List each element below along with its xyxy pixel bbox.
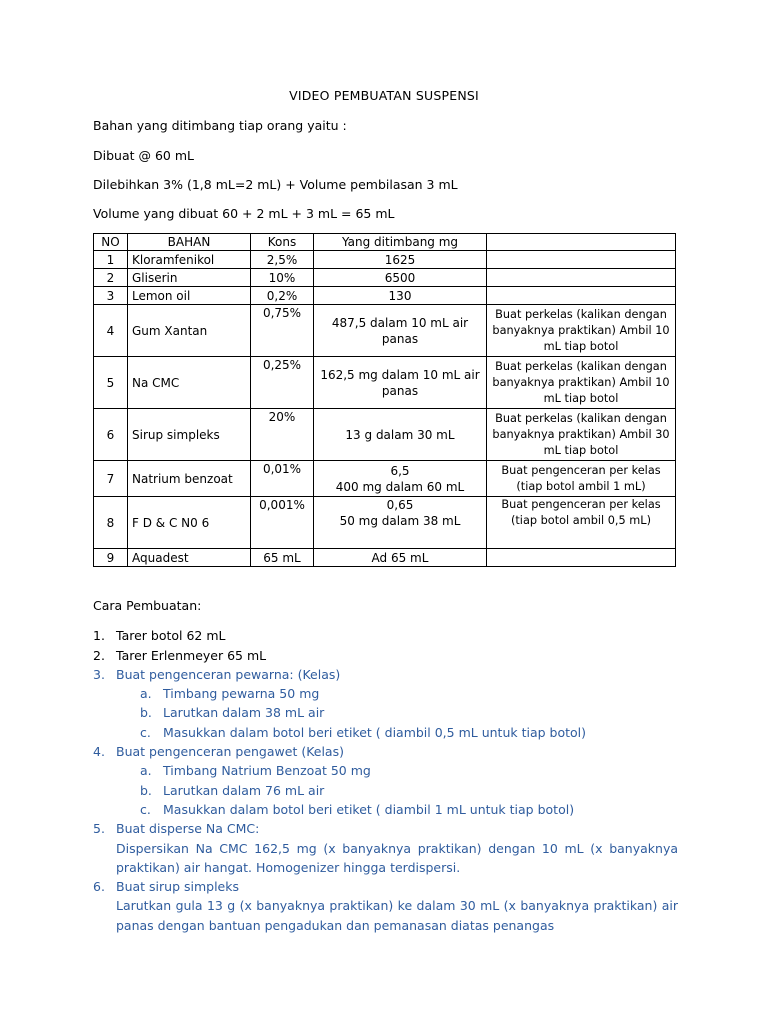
cell-no: 8: [94, 497, 128, 549]
table-header-row: [94, 234, 676, 251]
cell-note: Buat perkelas (kalikan dengan banyaknya praktikan) Ambil 10 mL tiap botol: [487, 357, 676, 409]
cell-bahan: Lemon oil: [128, 287, 251, 305]
table-row: [94, 269, 676, 287]
cell-timbang: Ad 65 mL: [314, 549, 487, 567]
sub-list-item: [93, 761, 678, 780]
cell-kons: 2,5%: [251, 251, 314, 269]
table-row: [94, 461, 676, 497]
sub-list-item: [93, 781, 678, 800]
list-number: 1.: [93, 628, 105, 644]
list-text: Buat disperse Na CMC:: [116, 821, 260, 837]
cell-note: [487, 269, 676, 287]
cell-note: Buat perkelas (kalikan dengan banyaknya praktikan) Ambil 10 mL tiap botol: [487, 305, 676, 357]
list-text: Buat sirup simpleks: [116, 879, 239, 895]
document-title: VIDEO PEMBUATAN SUSPENSI: [289, 88, 479, 103]
sub-list-item: [93, 800, 678, 819]
sub-list-text: Masukkan dalam botol beri etiket ( diambil 1 mL untuk tiap botol): [163, 801, 575, 817]
cell-kons: 0,75%: [251, 305, 314, 357]
sub-list-text: Masukkan dalam botol beri etiket ( diambil 0,5 mL untuk tiap botol): [163, 724, 586, 740]
list-text: Buat pengenceran pengawet (Kelas): [116, 744, 344, 760]
sub-list-letter: a.: [140, 686, 152, 702]
table-row: [94, 357, 676, 409]
cell-no: 5: [94, 357, 128, 409]
list-item: [93, 819, 678, 838]
sub-list-letter: b.: [140, 782, 152, 798]
cell-timbang-value: 0,65: [386, 498, 414, 512]
sub-list-text: Larutkan dalam 76 mL air: [163, 782, 325, 798]
cell-timbang-detail: 400 mg dalam 60 mL: [335, 479, 465, 494]
list-item: [93, 877, 678, 896]
sub-list-text: Timbang Natrium Benzoat 50 mg: [163, 763, 371, 779]
list-text: Buat pengenceran pewarna: (Kelas): [116, 666, 341, 682]
cell-timbang: 162,5 mg dalam 10 mL air panas: [314, 357, 487, 409]
intro-line-3: Dilebihkan 3% (1,8 mL=2 mL) + Volume pembilasan 3 mL: [93, 177, 458, 192]
cell-kons: 0,25%: [251, 357, 314, 409]
sub-list-item: [93, 723, 678, 742]
cell-note: Buat pengenceran per kelas (tiap botol ambil 0,5 mL): [487, 497, 676, 549]
list-paragraph: Dispersikan Na CMC 162,5 mg (x banyaknya praktikan) dengan 10 mL (x banyaknya praktikan) air hangat. Homogenizer hingga terdispersi.: [116, 840, 678, 875]
sub-list-letter: b.: [140, 705, 152, 721]
list-number: 2.: [93, 647, 105, 663]
sub-list-item: [93, 703, 678, 722]
list-item: [93, 742, 678, 761]
table-row: [94, 409, 676, 461]
cell-bahan: Aquadest: [128, 549, 251, 567]
cell-bahan: Gum Xantan: [128, 305, 251, 357]
cell-timbang: 13 g dalam 30 mL: [314, 409, 487, 461]
header-kons: Kons: [251, 234, 314, 251]
cell-bahan: Natrium benzoat: [128, 461, 251, 497]
list-item: [93, 626, 678, 645]
table-row: [94, 549, 676, 567]
sub-list-text: Larutkan dalam 38 mL air: [163, 705, 325, 721]
list-number: 3.: [93, 666, 105, 682]
header-bahan: BAHAN: [128, 234, 251, 251]
sub-list-letter: a.: [140, 763, 152, 779]
cell-timbang: 487,5 dalam 10 mL air panas: [314, 305, 487, 357]
cell-kons: 0,001%: [251, 497, 314, 549]
list-text: Tarer botol 62 mL: [116, 628, 226, 644]
table-row: [94, 497, 676, 549]
cell-bahan: F D & C N0 6: [128, 497, 251, 549]
cell-no: 9: [94, 549, 128, 567]
table-row: [94, 287, 676, 305]
header-timbang: Yang ditimbang mg: [314, 234, 487, 251]
cell-kons: 20%: [251, 409, 314, 461]
cell-bahan: Na CMC: [128, 357, 251, 409]
cell-timbang: [314, 497, 487, 549]
cell-timbang: [314, 461, 487, 497]
cell-timbang: 1625: [314, 251, 487, 269]
list-number: 4.: [93, 744, 105, 760]
cell-timbang: 6500: [314, 269, 487, 287]
ingredients-table: [93, 233, 676, 567]
sub-list-text: Timbang pewarna 50 mg: [163, 686, 320, 702]
cell-bahan: Gliserin: [128, 269, 251, 287]
intro-line-2: Dibuat @ 60 mL: [93, 148, 194, 163]
sub-list-item: [93, 684, 678, 703]
sub-list-letter: c.: [140, 801, 151, 817]
cell-note: Buat perkelas (kalikan dengan banyaknya praktikan) Ambil 30 mL tiap botol: [487, 409, 676, 461]
list-number: 5.: [93, 821, 105, 837]
list-item: [93, 665, 678, 684]
cell-kons: 0,2%: [251, 287, 314, 305]
header-no: NO: [94, 234, 128, 251]
cara-pembuatan-section: [93, 596, 678, 935]
cell-kons: 10%: [251, 269, 314, 287]
cell-kons: 65 mL: [251, 549, 314, 567]
cell-kons: 0,01%: [251, 461, 314, 497]
cell-no: 2: [94, 269, 128, 287]
cell-timbang-value: 6,5: [390, 463, 410, 478]
header-note: [487, 234, 676, 251]
intro-line-1: Bahan yang ditimbang tiap orang yaitu :: [93, 118, 347, 133]
cell-note: [487, 549, 676, 567]
cell-no: 6: [94, 409, 128, 461]
cell-timbang-detail: 50 mg dalam 38 mL: [339, 514, 461, 528]
list-paragraph: Larutkan gula 13 g (x banyaknya praktikan) ke dalam 30 mL (x banyaknya praktikan) air panas dengan bantuan pengadukan dan pemanasan diatas penangas: [116, 898, 678, 933]
cell-bahan: Kloramfenikol: [128, 251, 251, 269]
cell-bahan: Sirup simpleks: [128, 409, 251, 461]
cell-note: Buat pengenceran per kelas (tiap botol ambil 1 mL): [487, 461, 676, 497]
list-item: [93, 646, 678, 665]
list-number: 6.: [93, 879, 105, 895]
cell-no: 7: [94, 461, 128, 497]
cell-note: [487, 287, 676, 305]
sub-list-letter: c.: [140, 724, 151, 740]
cell-no: 4: [94, 305, 128, 357]
intro-line-4: Volume yang dibuat 60 + 2 mL + 3 mL = 65 mL: [93, 206, 395, 221]
cell-timbang: 130: [314, 287, 487, 305]
table-row: [94, 251, 676, 269]
cell-note: [487, 251, 676, 269]
table-row: [94, 305, 676, 357]
cell-no: 1: [94, 251, 128, 269]
list-text: Tarer Erlenmeyer 65 mL: [116, 647, 267, 663]
cara-heading: Cara Pembuatan:: [93, 598, 202, 613]
cell-no: 3: [94, 287, 128, 305]
